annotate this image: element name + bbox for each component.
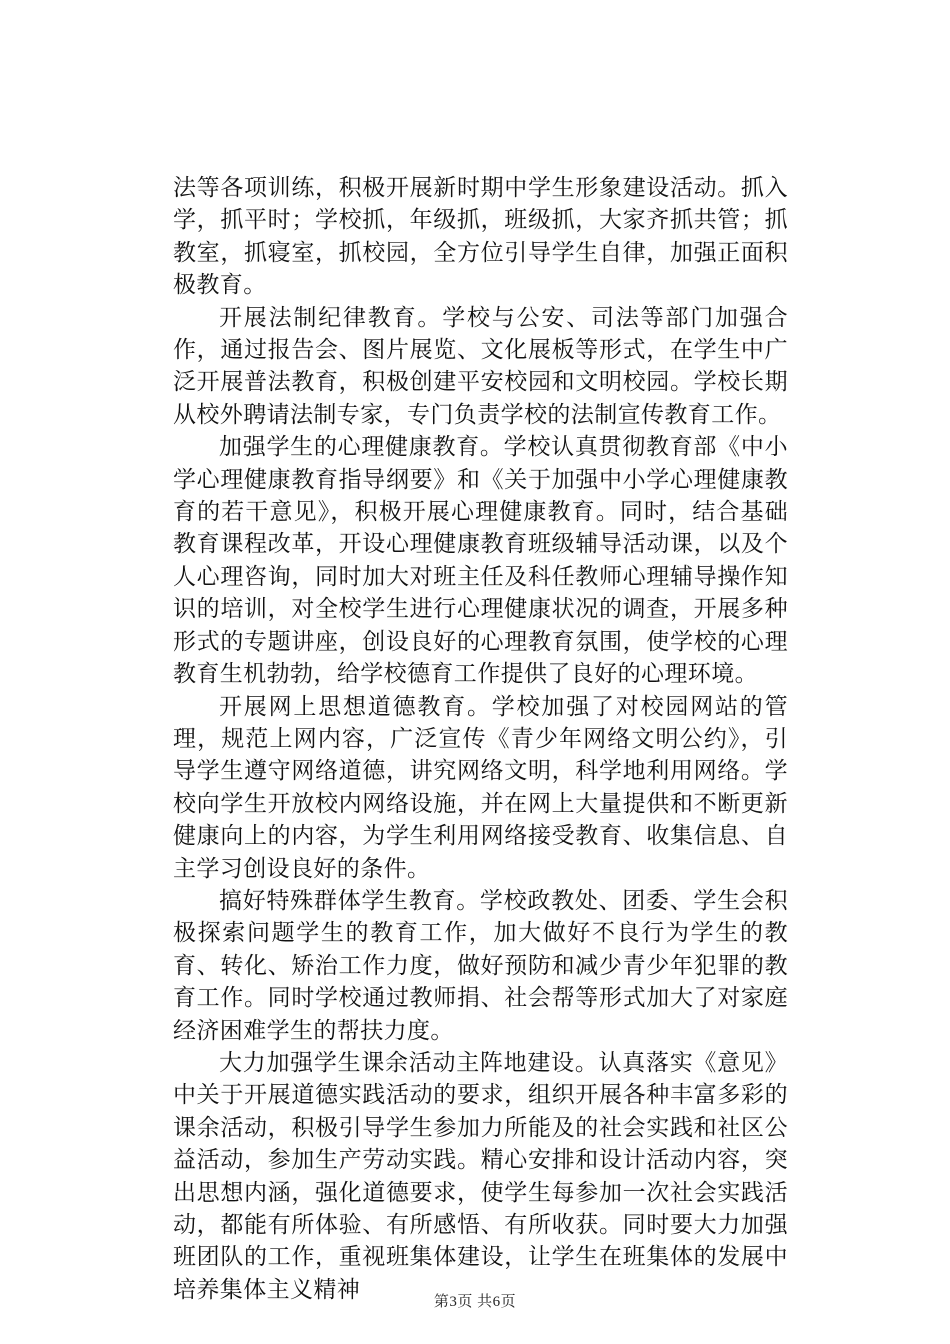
paragraph-training: 法等各项训练，积极开展新时期中学生形象建设活动。抓入学，抓平时；学校抓，年级抓，班级抓，大家齐抓共管；抓教室，抓寝室，抓校园，全方位引导学生自律，加强正面积极教育。 xyxy=(173,175,788,299)
document-body xyxy=(173,172,788,1306)
paragraph-extracurricular: 大力加强学生课余活动主阵地建设。认真落实《意见》中关于开展道德实践活动的要求，组织开展各种丰富多彩的课余活动，积极引导学生参加力所能及的社会实践和社区公益活动，参加生产劳动实践。精心安排和设计活动内容，突出思想内涵，强化道德要求，使学生每参加一次社会实践活动，都能有所体验、有所感悟、有所收获。同时要大力加强班团队的工作，重视班集体建设，让学生在班集体的发展中培养集体主义精神 xyxy=(173,1049,788,1303)
page-footer: 第3页 共6页 xyxy=(433,1294,517,1310)
paragraph-legal-education: 开展法制纪律教育。学校与公安、司法等部门加强合作，通过报告会、图片展览、文化展板等形式，在学生中广泛开展普法教育，积极创建平安校园和文明校园。学校长期从校外聘请法制专家，专门负责学校的法制宣传教育工作。 xyxy=(173,304,788,428)
paragraph-online-education: 开展网上思想道德教育。学校加强了对校园网站的管理，规范上网内容，广泛宣传《青少年网络文明公约》，引导学生遵守网络道德，讲究网络文明，科学地利用网络。学校向学生开放校内网络设施，并在网上大量提供和不断更新健康向上的内容，为学生利用网络接受教育、收集信息、自主学习创设良好的条件。 xyxy=(173,693,788,882)
paragraph-mental-health: 加强学生的心理健康教育。学校认真贯彻教育部《中小学心理健康教育指导纲要》和《关于加强中小学心理健康教育的若干意见》，积极开展心理健康教育。同时，结合基础教育课程改革，开设心理健康教育班级辅导活动课，以及个人心理咨询，同时加大对班主任及科任教师心理辅导操作知识的培训，对全校学生进行心理健康状况的调查，开展多种形式的专题讲座，创设良好的心理教育氛围，使学校的心理教育生机勃勃，给学校德育工作提供了良好的心理环境。 xyxy=(173,434,788,688)
paragraph-special-groups: 搞好特殊群体学生教育。学校政教处、团委、学生会积极探索问题学生的教育工作，加大做好不良行为学生的教育、转化、矫治工作力度，做好预防和减少青少年犯罪的教育工作。同时学校通过教师捐、社会帮等形式加大了对家庭经济困难学生的帮扶力度。 xyxy=(173,887,788,1044)
